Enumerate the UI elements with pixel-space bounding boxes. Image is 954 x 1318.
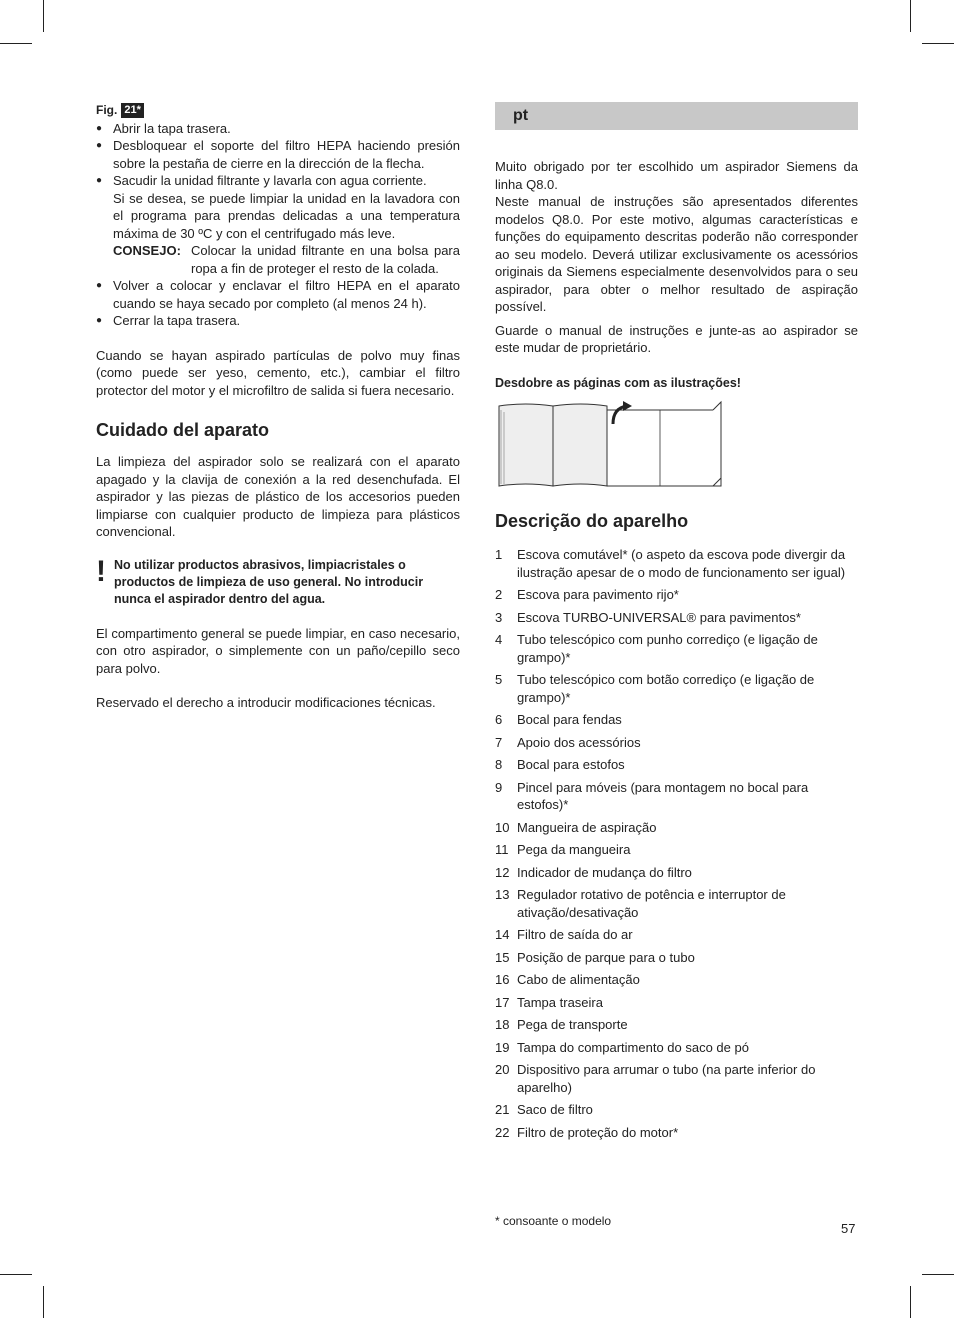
crop-mark	[922, 43, 954, 44]
list-item: ● Sacudir la unidad filtrante y lavarla con agua corriente.	[96, 172, 460, 190]
unfold-pages-illustration	[495, 400, 725, 490]
list-item	[495, 779, 858, 814]
part-name: Indicador de mudança do filtro	[517, 864, 692, 880]
part-number: 14	[495, 927, 510, 942]
list-item: ● Desbloquear el soporte del filtro HEPA haciendo presión sobre la pestaña de cierre en la dirección de la flecha.	[96, 137, 460, 172]
list-item	[495, 1124, 858, 1142]
tip-text: Colocar la unidad filtrante en una bolsa para ropa a fin de proteger el resto de la colada.	[191, 243, 460, 276]
warning-text: No utilizar productos abrasivos, limpiacristales o productos de limpieza de uso general. No introducir nunca el aspirador dentro del agua.	[114, 557, 424, 606]
part-number: 17	[495, 994, 510, 1010]
part-name: Escova TURBO-UNIVERSAL® para pavimentos*	[517, 609, 801, 625]
part-name: Posição de parque para o tubo	[517, 949, 695, 965]
crop-mark	[43, 0, 44, 32]
list-item	[495, 819, 858, 837]
list-item	[495, 994, 858, 1012]
crop-mark	[43, 1286, 44, 1318]
list-item	[495, 609, 858, 627]
left-column	[96, 102, 460, 712]
part-name: Tubo telescópico com botão corrediço (e ligação de grampo)*	[517, 672, 815, 705]
list-item	[495, 1039, 858, 1057]
crop-mark	[910, 0, 911, 32]
paragraph: Guarde o manual de instruções e junte-as ao aspirador se este mudar de proprietário.	[495, 322, 858, 355]
list-item	[495, 1016, 858, 1034]
part-number: 2	[495, 587, 503, 602]
instruction-list	[96, 120, 460, 190]
crop-mark	[0, 43, 32, 44]
figure-number-badge: 21*	[121, 103, 144, 118]
list-item: ● Abrir la tapa trasera.	[96, 120, 460, 138]
paragraph: La limpieza del aspirador solo se realizará con el aparato apagado y la clavija de conexión a la red desenchufada. El aspirador y las piezas de plástico de los accesorios pueden limpiarse con cualquier producto de limpieza para plásticos convencional.	[96, 454, 460, 539]
list-item	[495, 586, 858, 604]
part-number: 11	[495, 842, 509, 857]
part-number: 15	[495, 949, 510, 965]
part-name: Filtro de saída do ar	[517, 927, 633, 942]
list-item	[495, 971, 858, 989]
list-item	[495, 949, 858, 967]
crop-mark	[922, 1274, 954, 1275]
list-item	[495, 711, 858, 729]
paragraph: El compartimento general se puede limpiar, en caso necesario, con otro aspirador, o simplemente con un paño/cepillo seco para polvo.	[96, 625, 460, 676]
part-number: 7	[495, 734, 503, 750]
part-number: 20	[495, 1062, 510, 1077]
part-number: 22	[495, 1124, 510, 1140]
list-item	[495, 756, 858, 774]
crop-mark	[910, 1286, 911, 1318]
part-number: 21	[495, 1102, 510, 1117]
part-name: Bocal para fendas	[517, 712, 622, 727]
paragraph: Muito obrigado por ter escolhido um aspirador Siemens da linha Q8.0.	[495, 159, 858, 192]
part-name: Cabo de alimentação	[517, 972, 640, 987]
part-number: 16	[495, 972, 510, 987]
paragraph: Cuando se hayan aspirado partículas de polvo muy finas (como puede ser yeso, cemento, etc.), cambiar el filtro protector del motor y el microfiltro de salida si fuera necesario.	[96, 347, 460, 398]
parts-list	[495, 546, 858, 1141]
part-number: 1	[495, 547, 503, 562]
unfold-instruction: Desdobre as páginas com as ilustrações!	[495, 375, 741, 390]
washing-note: Si se desea, se puede limpiar la unidad en la lavadora con el programa para prendas delicadas a una temperatura máxima de 30 ºC y con el centrifugado más leve.	[113, 190, 460, 241]
list-item	[495, 926, 858, 944]
crop-mark	[0, 1274, 32, 1275]
part-number: 18	[495, 1017, 510, 1032]
part-name: Dispositivo para arrumar o tubo (na parte inferior do aparelho)	[517, 1062, 816, 1095]
part-number: 8	[495, 757, 503, 772]
part-name: Bocal para estofos	[517, 757, 625, 772]
list-item	[495, 546, 858, 581]
list-item: ● Cerrar la tapa trasera.	[96, 312, 460, 330]
part-name: Mangueira de aspiração	[517, 819, 657, 835]
part-name: Tampa traseira	[517, 994, 603, 1010]
list-item	[495, 886, 858, 921]
part-number: 19	[495, 1039, 510, 1055]
language-header: pt	[495, 102, 858, 130]
part-name: Escova para pavimento rijo*	[517, 587, 679, 602]
paragraph: Neste manual de instruções são apresentados diferentes modelos Q8.0. Por este motivo, algumas características e funções do equipamento descritas poderão não corresponder ao seu modelo. Deverá utilizar exclusivamente os acessórios originais da Siemens especialmente desenvolvidos para o seu aspirador, para obter o melhor resultado de aspiração possível.	[495, 194, 858, 314]
paragraph: Reservado el derecho a introducir modificaciones técnicas.	[96, 695, 436, 710]
part-name: Escova comutável* (o aspeto da escova pode divergir da ilustração apesar de o modo de funcionamento ser igual)	[517, 547, 846, 580]
part-number: 3	[495, 609, 503, 625]
figure-label: Fig.	[96, 103, 118, 117]
part-name: Pega de transporte	[517, 1017, 628, 1032]
footnote: * consoante o modelo	[495, 1214, 612, 1228]
tip-label: CONSEJO:	[113, 243, 181, 258]
list-item	[495, 631, 858, 666]
instruction-list-continued	[96, 277, 460, 330]
part-name: Tampa do compartimento do saco de pó	[517, 1039, 749, 1055]
part-name: Pega da mangueira	[517, 842, 631, 857]
part-number: 4	[495, 632, 503, 647]
part-number: 5	[495, 672, 503, 687]
part-name: Saco de filtro	[517, 1102, 593, 1117]
tip-block	[96, 242, 460, 277]
part-number: 13	[495, 887, 510, 902]
part-name: Regulador rotativo de potência e interruptor de ativação/desativação	[517, 887, 786, 920]
list-item	[495, 1101, 858, 1119]
list-item	[495, 841, 858, 859]
section-heading: Descrição do aparelho	[495, 511, 689, 531]
part-number: 6	[495, 712, 503, 727]
part-number: 9	[495, 779, 503, 795]
list-item: ● Volver a colocar y enclavar el filtro HEPA en el aparato cuando se haya secado por completo (al menos 24 h).	[96, 277, 460, 312]
part-number: 10	[495, 819, 510, 835]
part-name: Pincel para móveis (para montagem no bocal para estofos)*	[517, 779, 809, 812]
list-item	[495, 1061, 858, 1096]
part-name: Apoio dos acessórios	[517, 734, 641, 750]
warning-block	[96, 554, 460, 608]
list-item	[495, 734, 858, 752]
page-number: 57	[841, 1221, 856, 1236]
right-column	[495, 102, 858, 1146]
list-item	[495, 864, 858, 882]
figure-reference	[96, 102, 460, 120]
list-item	[495, 671, 858, 706]
part-number: 12	[495, 864, 510, 880]
part-name: Tubo telescópico com punho corrediço (e ligação de grampo)*	[517, 632, 818, 665]
warning-icon: !	[96, 554, 106, 588]
part-name: Filtro de proteção do motor*	[517, 1124, 679, 1140]
section-heading: Cuidado del aparato	[96, 420, 270, 440]
